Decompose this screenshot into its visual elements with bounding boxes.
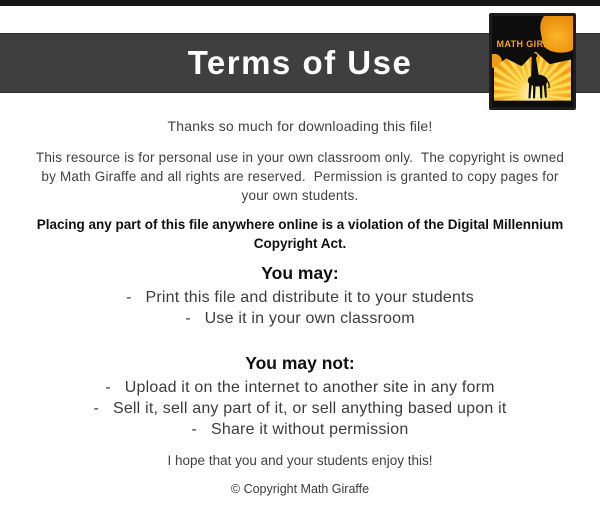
intro-text: Thanks so much for downloading this file! [167, 118, 433, 134]
dmca-notice: Placing any part of this file anywhere online is a violation of the Digital Millennium Copyright Act. [36, 217, 568, 251]
logo-wordmark: MATH GIRAFFE [496, 38, 569, 49]
document-body [0, 95, 600, 496]
math-giraffe-logo [489, 13, 576, 110]
list-item: - Use it in your own classroom [185, 310, 415, 327]
list-item: - Upload it on the internet to another site in any form [105, 379, 495, 396]
you-may-list [0, 287, 600, 329]
page-title: Terms of Use [187, 44, 413, 81]
logo-corner-blob [537, 13, 576, 55]
usage-paragraph: This resource is for personal use in your own classroom only. The copyright is owned by Math Giraffe and all rights are reserved. Permission is granted to copy pages for your own students. [35, 150, 569, 203]
you-may-heading: You may: [261, 263, 339, 283]
list-item: - Share it without permission [191, 421, 409, 438]
giraffe-icon [518, 53, 552, 99]
list-item: - Print this file and distribute it to your students [126, 289, 474, 306]
closing-text: I hope that you and your students enjoy this! [167, 453, 433, 468]
copyright-text: © Copyright Math Giraffe [230, 482, 370, 496]
top-accent-bar [0, 0, 600, 6]
you-may-not-list [0, 377, 600, 440]
you-may-not-heading: You may not: [245, 353, 355, 373]
list-item: - Sell it, sell any part of it, or sell anything based upon it [93, 400, 507, 417]
